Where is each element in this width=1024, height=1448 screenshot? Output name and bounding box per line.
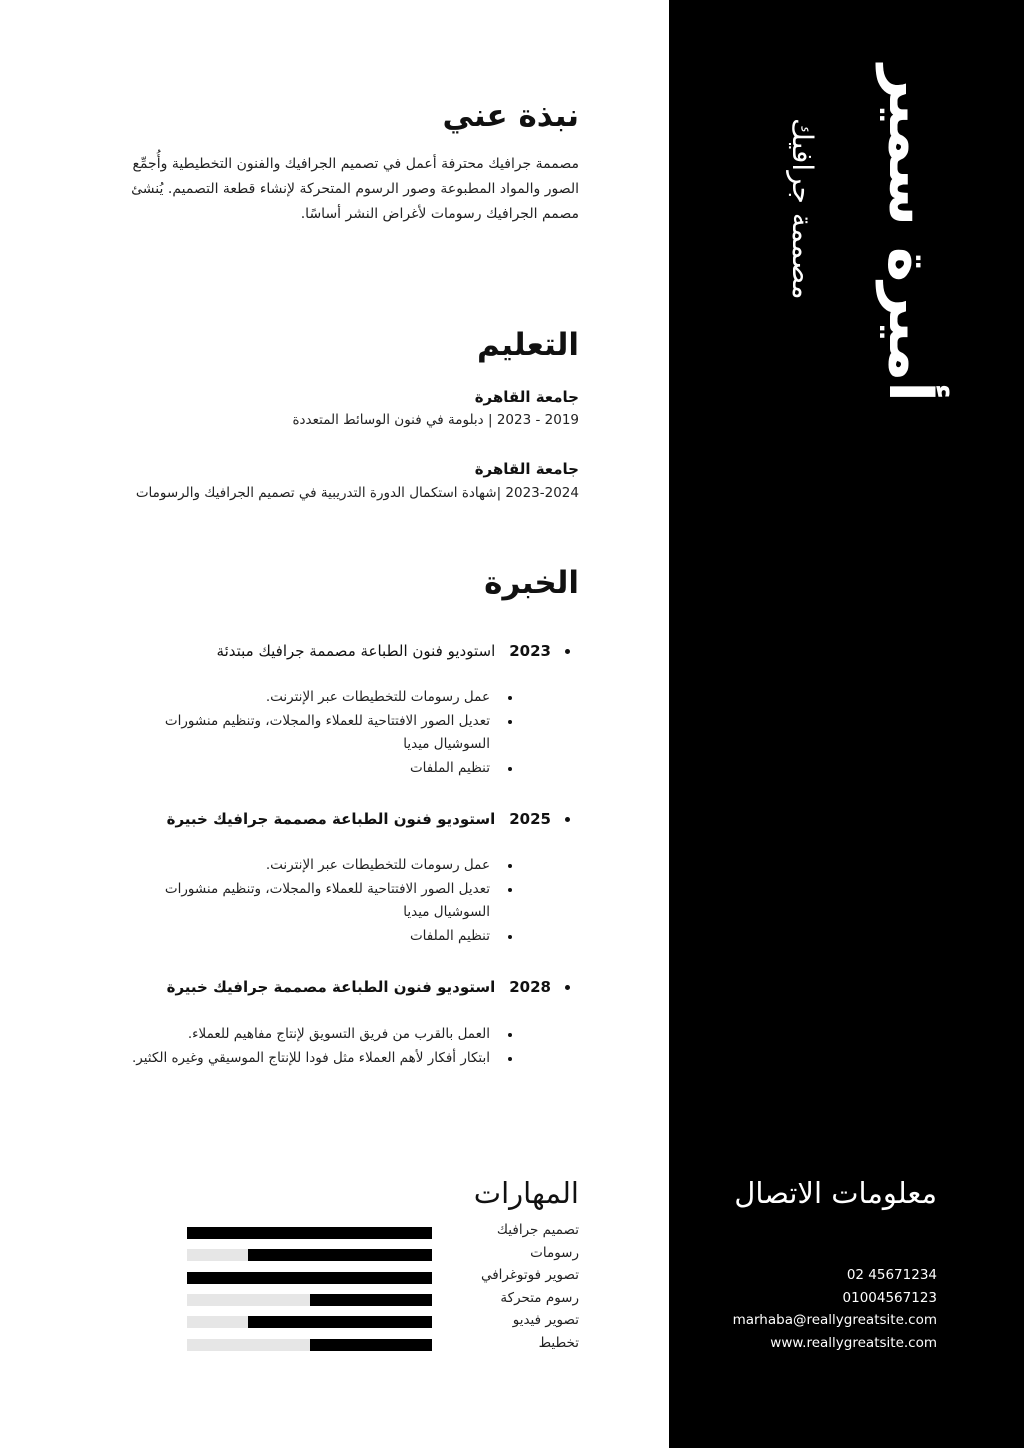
job-entry	[217, 637, 570, 665]
duty-item: العمل بالقرب من فريق التسويق لإنتاج مفاهيم للعملاء.	[70, 1023, 490, 1047]
contact-email[interactable]: marhaba@reallygreatsite.com	[732, 1312, 937, 1328]
skill-bar	[187, 1272, 432, 1284]
duty-item: ابتكار أفكار لأهم العملاء مثل فودا للإنتاج الموسيقي وغيره الكثير.	[70, 1047, 490, 1071]
education-school: جامعة القاهرة	[474, 460, 579, 478]
skill-label: تصميم جرافيك	[496, 1222, 579, 1238]
about-line: مصمم الجرافيك رسومات لأغراض النشر أساسًا.	[300, 206, 579, 222]
about-line: مصممة جرافيك محترفة أعمل في تصميم الجرافيك والفنون التخطيطية وأُجمِّع	[132, 156, 579, 172]
duty-item: تعديل الصور الافتتاحية للعملاء والمجلات، وتنظيم منشورات السوشيال ميديا	[112, 710, 490, 757]
contact-phone: 02 45671234	[846, 1267, 937, 1283]
education-school: جامعة القاهرة	[474, 388, 579, 406]
skill-label: تصوير فوتوغرافي	[480, 1267, 579, 1283]
side-panel	[669, 0, 1024, 1448]
skill-bar	[187, 1249, 432, 1261]
skill-bar-fill	[187, 1227, 432, 1239]
skill-label: رسوم متحركة	[500, 1290, 579, 1306]
job-year: 2025	[509, 810, 551, 828]
job-title: استوديو فنون الطباعة مصممة جرافيك خبيرة	[166, 978, 496, 996]
bullet-icon	[565, 985, 570, 990]
education-detail: 2023-2024 |شهادة استكمال الدورة التدريبية في تصميم الجرافيك والرسومات	[135, 485, 579, 501]
job-year: 2028	[509, 978, 551, 996]
bullet-icon	[565, 817, 570, 822]
education-heading: التعليم	[476, 327, 579, 363]
bullet-icon	[565, 649, 570, 654]
job-title: استوديو فنون الطباعة مصممة جرافيك خبيرة	[166, 810, 496, 828]
skill-bar-fill	[310, 1294, 433, 1306]
contact-phone: 01004567123	[842, 1290, 937, 1306]
candidate-name: أميرة سمير	[875, 65, 945, 402]
skill-bar-fill	[187, 1272, 432, 1284]
skill-bar	[187, 1227, 432, 1239]
job-title: استوديو فنون الطباعة مصممة جرافيك مبتدئة	[216, 642, 496, 660]
duty-item: تنظيم الملفات	[70, 925, 490, 949]
skill-label: تصوير فيديو	[512, 1312, 579, 1328]
duty-item: تنظيم الملفات	[70, 757, 490, 781]
skills-heading: المهارات	[473, 1176, 579, 1210]
job-entry	[167, 973, 570, 1001]
skill-bar	[187, 1316, 432, 1328]
about-heading: نبذة عني	[442, 98, 579, 134]
job-entry	[167, 805, 570, 833]
job-duties	[70, 1023, 490, 1070]
about-line: الصور والمواد المطبوعة وصور الرسوم المتحركة لإنشاء قطعة التصميم. يُنشئ	[131, 181, 579, 197]
job-duties	[70, 854, 490, 948]
contact-website[interactable]: www.reallygreatsite.com	[770, 1335, 937, 1351]
skill-label: تخطيط	[538, 1335, 579, 1351]
duty-item: عمل رسومات للتخطيطات عبر الإنترنت.	[70, 854, 490, 878]
skill-bar	[187, 1339, 432, 1351]
experience-heading: الخبرة	[484, 565, 579, 601]
skill-bar-fill	[248, 1249, 432, 1261]
education-detail: 2019 - 2023 | دبلومة في فنون الوسائط المتعددة	[292, 412, 579, 428]
duty-item: عمل رسومات للتخطيطات عبر الإنترنت.	[70, 686, 490, 710]
skill-bar-fill	[310, 1339, 433, 1351]
skill-bar	[187, 1294, 432, 1306]
contact-heading: معلومات الاتصال	[734, 1176, 937, 1210]
about-text	[79, 152, 579, 227]
job-duties	[70, 686, 490, 780]
job-year: 2023	[509, 642, 551, 660]
duty-item: تعديل الصور الافتتاحية للعملاء والمجلات، وتنظيم منشورات السوشيال ميديا	[112, 878, 490, 925]
candidate-title: مصممة جرافيك	[786, 118, 819, 300]
skill-bar-fill	[248, 1316, 432, 1328]
skill-label: رسومات	[530, 1245, 579, 1261]
